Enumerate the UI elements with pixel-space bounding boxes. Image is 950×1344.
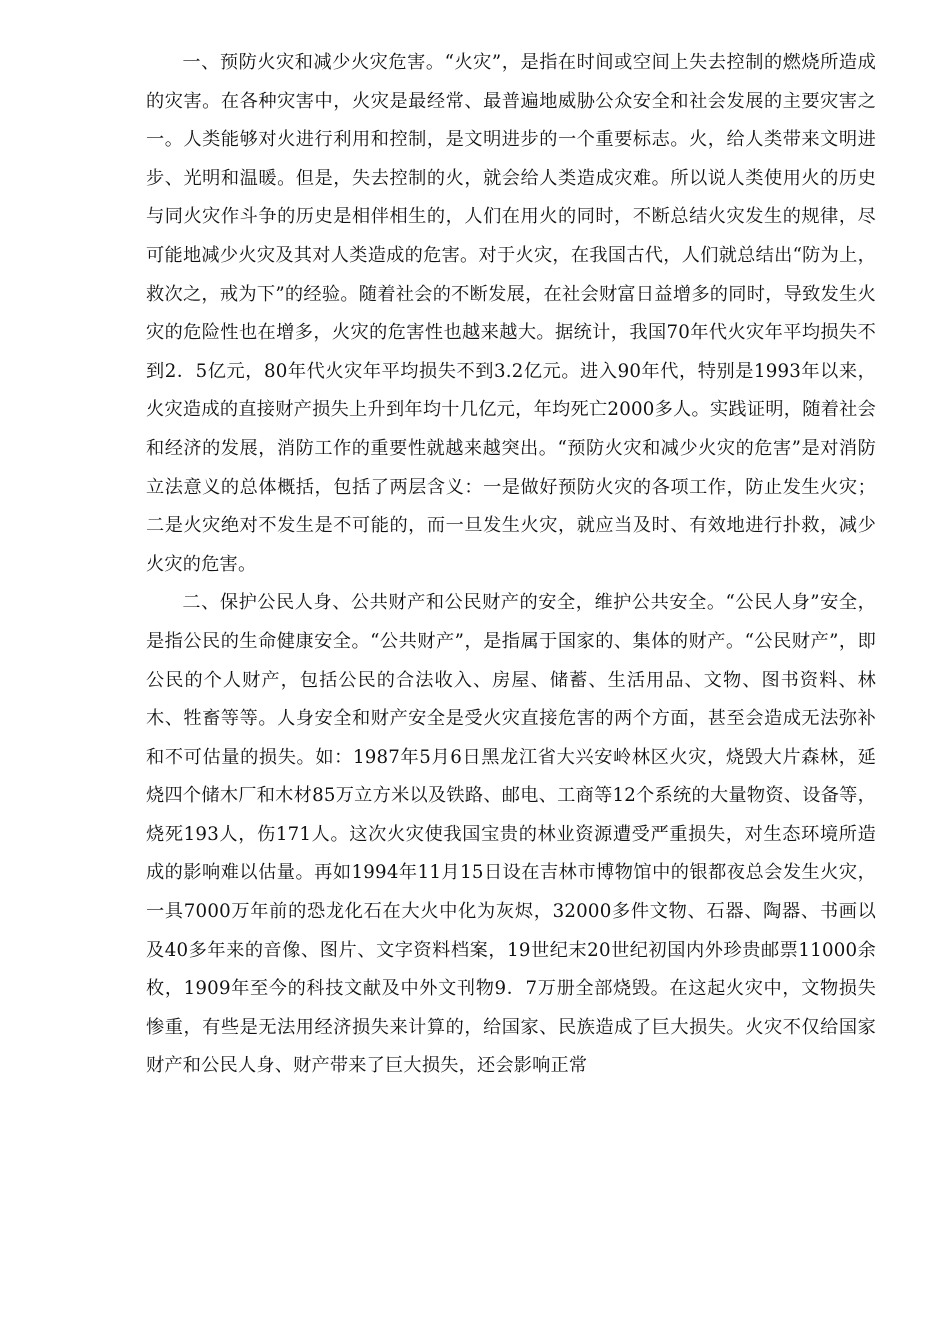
paragraph-public-safety: 二、保护公民人身、公共财产和公民财产的安全，维护公共安全。“公民人身”安全，是指公民的生命健康安全。“公共财产”，是指属于国家的、集体的财产。“公民财产”，即公民的个人财产，包括公民的合法收入、房屋、储蓄、生活用品、文物、图书资料、林木、牲畜等等。人身安全和财产安全是受火灾直接危害的两个方面，甚至会造成无法弥补和不可估量的损失。如：1987年5月6日黑龙江省大兴安岭林区火灾，烧毁大片森林，延烧四个储木厂和木材85万立方米以及铁路、邮电、工商等12个系统的大量物资、设备等，烧死193人，伤171人。这次火灾使我国宝贵的林业资源遭受严重损失，对生态环境所造成的影响难以估量。再如1994年11月15日设在吉林市博物馆中的银都夜总会发生火灾，一具7000万年前的恐龙化石在大火中化为灰烬，32000多件文物、石器、陶器、书画以及40多年来的音像、图片、文字资料档案，19世纪末20世纪初国内外珍贵邮票11000余枚，1909年至今的科技文献及中外文刊物9．7万册全部烧毁。在这起火灾中，文物损失惨重，有些是无法用经济损失来计算的，给国家、民族造成了巨大损失。火灾不仅给国家财产和公民人身、财产带来了巨大损失，还会影响正常 xyxy=(146,592,876,1077)
document-page xyxy=(146,44,876,1086)
paragraph-fire-prevention: 一、预防火灾和减少火灾危害。“火灾”，是指在时间或空间上失去控制的燃烧所造成的灾害。在各种灾害中，火灾是最经常、最普遍地威胁公众安全和社会发展的主要灾害之一。人类能够对火进行利用和控制，是文明进步的一个重要标志。火，给人类带来文明进步、光明和温暖。但是，失去控制的火，就会给人类造成灾难。所以说人类使用火的历史与同火灾作斗争的历史是相伴相生的，人们在用火的同时，不断总结火灾发生的规律，尽可能地减少火灾及其对人类造成的危害。对于火灾，在我国古代，人们就总结出“防为上，救次之，戒为下”的经验。随着社会的不断发展，在社会财富日益增多的同时，导致发生火灾的危险性也在增多，火灾的危害性也越来越大。据统计，我国70年代火灾年平均损失不到2．5亿元，80年代火灾年平均损失不到3.2亿元。进入90年代，特别是1993年以来，火灾造成的直接财产损失上升到年均十几亿元，年均死亡2000多人。实践证明，随着社会和经济的发展，消防工作的重要性就越来越突出。“预防火灾和减少火灾的危害”是对消防立法意义的总体概括，包括了两层含义：一是做好预防火灾的各项工作，防止发生火灾；二是火灾绝对不发生是不可能的，而一旦发生火灾，就应当及时、有效地进行扑救，减少火灾的危害。 xyxy=(146,52,876,575)
